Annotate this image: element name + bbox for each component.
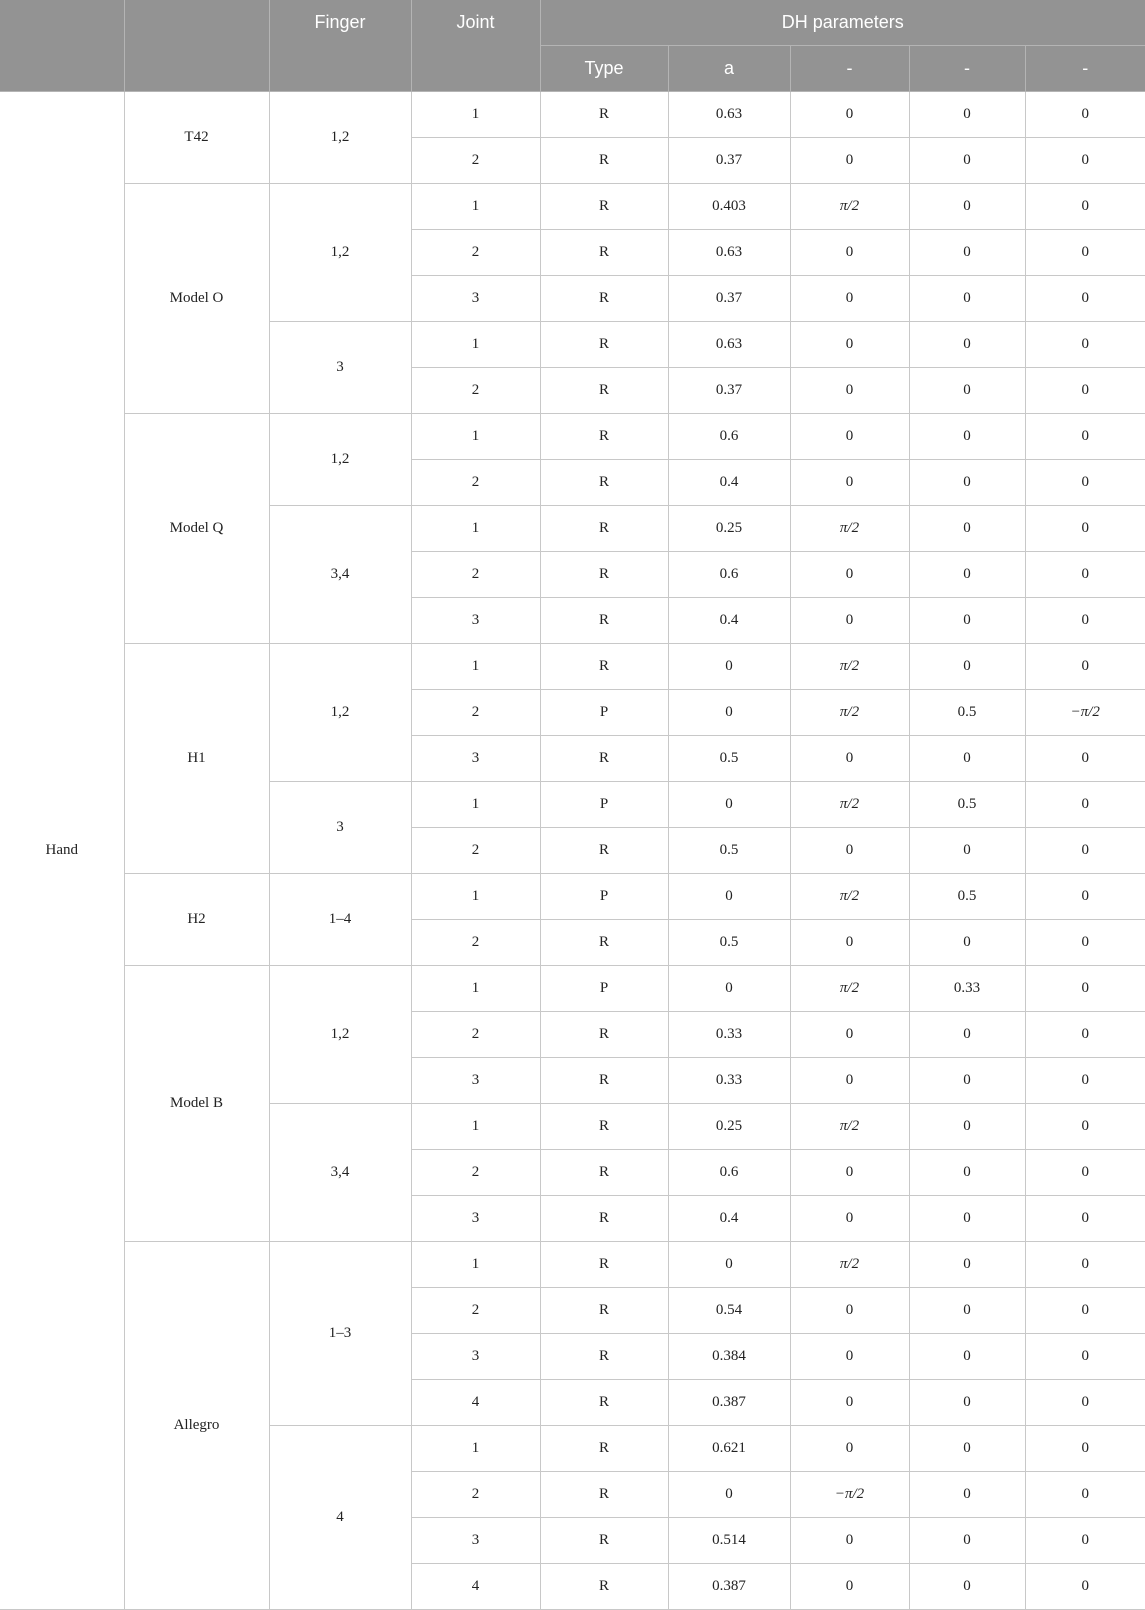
param-2-cell: 0 (790, 1334, 909, 1380)
param-2-cell: −π/2 (790, 1472, 909, 1518)
finger-cell: 3 (269, 782, 411, 874)
param-2-cell: 0 (790, 368, 909, 414)
param-4-cell: 0 (1025, 1472, 1145, 1518)
header-param-2: - (790, 46, 909, 92)
joint-cell: 1 (411, 1242, 540, 1288)
joint-cell: 2 (411, 368, 540, 414)
a-cell: 0.6 (668, 414, 790, 460)
hand-cell: Model O (124, 184, 269, 414)
a-cell: 0.621 (668, 1426, 790, 1472)
finger-cell: 1–3 (269, 1242, 411, 1426)
joint-cell: 2 (411, 920, 540, 966)
a-cell: 0.4 (668, 460, 790, 506)
param-3-cell: 0 (909, 1380, 1025, 1426)
param-4-cell: 0 (1025, 1518, 1145, 1564)
type-cell: R (540, 138, 668, 184)
param-4-cell: 0 (1025, 368, 1145, 414)
type-cell: R (540, 322, 668, 368)
param-4-cell: 0 (1025, 1196, 1145, 1242)
param-4-cell: 0 (1025, 1380, 1145, 1426)
param-3-cell: 0 (909, 1564, 1025, 1610)
param-4-cell: 0 (1025, 736, 1145, 782)
a-cell: 0 (668, 782, 790, 828)
a-cell: 0.384 (668, 1334, 790, 1380)
param-4-cell: 0 (1025, 966, 1145, 1012)
param-2-cell: π/2 (790, 874, 909, 920)
finger-cell: 4 (269, 1426, 411, 1610)
joint-cell: 1 (411, 184, 540, 230)
param-2-cell: 0 (790, 1426, 909, 1472)
finger-cell: 3,4 (269, 1104, 411, 1242)
joint-cell: 1 (411, 874, 540, 920)
finger-cell: 3 (269, 322, 411, 414)
param-3-cell: 0 (909, 920, 1025, 966)
joint-cell: 2 (411, 1012, 540, 1058)
param-2-cell: 0 (790, 598, 909, 644)
param-2-cell: 0 (790, 1012, 909, 1058)
type-cell: R (540, 1518, 668, 1564)
type-cell: R (540, 552, 668, 598)
joint-cell: 4 (411, 1380, 540, 1426)
param-3-cell: 0.5 (909, 782, 1025, 828)
joint-cell: 3 (411, 1196, 540, 1242)
header-group (0, 0, 124, 92)
param-4-cell: 0 (1025, 828, 1145, 874)
param-4-cell: 0 (1025, 552, 1145, 598)
type-cell: R (540, 1472, 668, 1518)
joint-cell: 3 (411, 736, 540, 782)
a-cell: 0 (668, 644, 790, 690)
param-2-cell: 0 (790, 920, 909, 966)
type-cell: R (540, 1104, 668, 1150)
param-2-cell: 0 (790, 1150, 909, 1196)
table-row (0, 966, 1145, 1012)
param-4-cell: 0 (1025, 92, 1145, 138)
a-cell: 0 (668, 1472, 790, 1518)
param-2-cell: 0 (790, 322, 909, 368)
param-3-cell: 0 (909, 1288, 1025, 1334)
param-4-cell: 0 (1025, 1334, 1145, 1380)
a-cell: 0.63 (668, 92, 790, 138)
finger-cell: 1,2 (269, 414, 411, 506)
param-3-cell: 0 (909, 1150, 1025, 1196)
param-2-cell: 0 (790, 1196, 909, 1242)
type-cell: R (540, 828, 668, 874)
param-3-cell: 0 (909, 1426, 1025, 1472)
joint-cell: 3 (411, 1058, 540, 1104)
hand-cell: Model Q (124, 414, 269, 644)
param-3-cell: 0 (909, 138, 1025, 184)
a-cell: 0.33 (668, 1058, 790, 1104)
param-4-cell: 0 (1025, 598, 1145, 644)
param-2-cell: 0 (790, 276, 909, 322)
type-cell: R (540, 736, 668, 782)
param-4-cell: 0 (1025, 414, 1145, 460)
type-cell: P (540, 966, 668, 1012)
joint-cell: 3 (411, 1334, 540, 1380)
a-cell: 0.63 (668, 322, 790, 368)
type-cell: R (540, 1242, 668, 1288)
param-2-cell: 0 (790, 1288, 909, 1334)
param-4-cell: 0 (1025, 1104, 1145, 1150)
param-4-cell: 0 (1025, 506, 1145, 552)
a-cell: 0.37 (668, 276, 790, 322)
param-3-cell: 0 (909, 736, 1025, 782)
param-4-cell: 0 (1025, 1564, 1145, 1610)
type-cell: P (540, 782, 668, 828)
a-cell: 0 (668, 874, 790, 920)
param-3-cell: 0 (909, 184, 1025, 230)
param-4-cell: 0 (1025, 1058, 1145, 1104)
header-hand (124, 0, 269, 92)
param-2-cell: 0 (790, 138, 909, 184)
joint-cell: 1 (411, 1104, 540, 1150)
a-cell: 0 (668, 966, 790, 1012)
a-cell: 0.6 (668, 552, 790, 598)
param-4-cell: 0 (1025, 920, 1145, 966)
param-2-cell: 0 (790, 1564, 909, 1610)
joint-cell: 2 (411, 1288, 540, 1334)
table-header (0, 0, 1145, 92)
param-3-cell: 0 (909, 92, 1025, 138)
param-4-cell: 0 (1025, 1242, 1145, 1288)
param-3-cell: 0.33 (909, 966, 1025, 1012)
param-2-cell: π/2 (790, 644, 909, 690)
type-cell: R (540, 644, 668, 690)
header-type: Type (540, 46, 668, 92)
type-cell: R (540, 1426, 668, 1472)
type-cell: R (540, 1058, 668, 1104)
header-finger: Finger (269, 0, 411, 92)
param-3-cell: 0 (909, 1334, 1025, 1380)
type-cell: R (540, 1150, 668, 1196)
a-cell: 0.403 (668, 184, 790, 230)
a-cell: 0 (668, 690, 790, 736)
param-2-cell: π/2 (790, 1104, 909, 1150)
a-cell: 0.25 (668, 506, 790, 552)
param-4-cell: 0 (1025, 874, 1145, 920)
param-4-cell: 0 (1025, 782, 1145, 828)
table-row (0, 644, 1145, 690)
finger-cell: 1,2 (269, 92, 411, 184)
param-3-cell: 0 (909, 276, 1025, 322)
type-cell: R (540, 1288, 668, 1334)
type-cell: R (540, 920, 668, 966)
joint-cell: 1 (411, 506, 540, 552)
param-2-cell: 0 (790, 736, 909, 782)
hand-cell: T42 (124, 92, 269, 184)
joint-cell: 4 (411, 1564, 540, 1610)
a-cell: 0.5 (668, 736, 790, 782)
a-cell: 0.5 (668, 828, 790, 874)
hand-cell: H1 (124, 644, 269, 874)
param-3-cell: 0 (909, 1196, 1025, 1242)
param-4-cell: 0 (1025, 1012, 1145, 1058)
joint-cell: 1 (411, 782, 540, 828)
param-2-cell: 0 (790, 230, 909, 276)
header-param-4: - (1025, 46, 1145, 92)
param-3-cell: 0 (909, 1472, 1025, 1518)
type-cell: R (540, 184, 668, 230)
type-cell: R (540, 506, 668, 552)
header-joint: Joint (411, 0, 540, 92)
table-row (0, 92, 1145, 138)
param-2-cell: 0 (790, 92, 909, 138)
joint-cell: 1 (411, 414, 540, 460)
param-3-cell: 0 (909, 1242, 1025, 1288)
param-3-cell: 0 (909, 230, 1025, 276)
param-4-cell: 0 (1025, 1288, 1145, 1334)
param-2-cell: π/2 (790, 506, 909, 552)
param-3-cell: 0 (909, 1518, 1025, 1564)
param-2-cell: 0 (790, 1380, 909, 1426)
param-2-cell: 0 (790, 460, 909, 506)
hand-cell: Model B (124, 966, 269, 1242)
param-4-cell: 0 (1025, 184, 1145, 230)
joint-cell: 3 (411, 276, 540, 322)
joint-cell: 2 (411, 828, 540, 874)
a-cell: 0.33 (668, 1012, 790, 1058)
joint-cell: 1 (411, 92, 540, 138)
param-2-cell: 0 (790, 414, 909, 460)
param-3-cell: 0 (909, 644, 1025, 690)
param-3-cell: 0 (909, 1012, 1025, 1058)
finger-cell: 1,2 (269, 966, 411, 1104)
param-4-cell: 0 (1025, 644, 1145, 690)
param-2-cell: 0 (790, 1058, 909, 1104)
param-4-cell: −π/2 (1025, 690, 1145, 736)
type-cell: R (540, 230, 668, 276)
type-cell: R (540, 1380, 668, 1426)
param-4-cell: 0 (1025, 322, 1145, 368)
joint-cell: 2 (411, 230, 540, 276)
joint-cell: 3 (411, 1518, 540, 1564)
hand-cell: Allegro (124, 1242, 269, 1610)
param-3-cell: 0 (909, 506, 1025, 552)
a-cell: 0 (668, 1242, 790, 1288)
table-row (0, 414, 1145, 460)
param-2-cell: π/2 (790, 782, 909, 828)
hand-cell: H2 (124, 874, 269, 966)
type-cell: R (540, 1012, 668, 1058)
table-row (0, 184, 1145, 230)
a-cell: 0.514 (668, 1518, 790, 1564)
finger-cell: 1,2 (269, 184, 411, 322)
header-param-3: - (909, 46, 1025, 92)
a-cell: 0.4 (668, 1196, 790, 1242)
param-3-cell: 0 (909, 322, 1025, 368)
param-4-cell: 0 (1025, 1426, 1145, 1472)
type-cell: R (540, 368, 668, 414)
joint-cell: 2 (411, 138, 540, 184)
param-3-cell: 0.5 (909, 874, 1025, 920)
param-3-cell: 0 (909, 414, 1025, 460)
a-cell: 0.63 (668, 230, 790, 276)
joint-cell: 2 (411, 690, 540, 736)
finger-cell: 3,4 (269, 506, 411, 644)
a-cell: 0.4 (668, 598, 790, 644)
a-cell: 0.387 (668, 1564, 790, 1610)
finger-cell: 1,2 (269, 644, 411, 782)
joint-cell: 1 (411, 1426, 540, 1472)
param-4-cell: 0 (1025, 460, 1145, 506)
joint-cell: 1 (411, 322, 540, 368)
param-2-cell: π/2 (790, 1242, 909, 1288)
joint-cell: 1 (411, 644, 540, 690)
a-cell: 0.5 (668, 920, 790, 966)
a-cell: 0.6 (668, 1150, 790, 1196)
param-2-cell: π/2 (790, 966, 909, 1012)
type-cell: R (540, 1564, 668, 1610)
table-row (0, 1242, 1145, 1288)
param-2-cell: π/2 (790, 690, 909, 736)
type-cell: P (540, 874, 668, 920)
joint-cell: 2 (411, 1150, 540, 1196)
type-cell: R (540, 276, 668, 322)
joint-cell: 3 (411, 598, 540, 644)
a-cell: 0.25 (668, 1104, 790, 1150)
param-3-cell: 0 (909, 1058, 1025, 1104)
a-cell: 0.37 (668, 138, 790, 184)
param-3-cell: 0 (909, 828, 1025, 874)
joint-cell: 2 (411, 1472, 540, 1518)
type-cell: R (540, 460, 668, 506)
param-4-cell: 0 (1025, 276, 1145, 322)
table-row (0, 874, 1145, 920)
param-2-cell: 0 (790, 1518, 909, 1564)
type-cell: R (540, 92, 668, 138)
param-4-cell: 0 (1025, 1150, 1145, 1196)
a-cell: 0.37 (668, 368, 790, 414)
finger-cell: 1–4 (269, 874, 411, 966)
joint-cell: 2 (411, 460, 540, 506)
param-2-cell: 0 (790, 828, 909, 874)
table-body (0, 92, 1145, 1610)
param-3-cell: 0 (909, 598, 1025, 644)
param-3-cell: 0 (909, 368, 1025, 414)
type-cell: P (540, 690, 668, 736)
a-cell: 0.54 (668, 1288, 790, 1334)
param-4-cell: 0 (1025, 230, 1145, 276)
type-cell: R (540, 598, 668, 644)
group-cell: Hand (0, 92, 124, 1610)
type-cell: R (540, 1334, 668, 1380)
param-3-cell: 0 (909, 460, 1025, 506)
header-a: a (668, 46, 790, 92)
param-3-cell: 0 (909, 1104, 1025, 1150)
param-2-cell: π/2 (790, 184, 909, 230)
param-2-cell: 0 (790, 552, 909, 598)
type-cell: R (540, 1196, 668, 1242)
joint-cell: 2 (411, 552, 540, 598)
type-cell: R (540, 414, 668, 460)
param-3-cell: 0.5 (909, 690, 1025, 736)
param-3-cell: 0 (909, 552, 1025, 598)
a-cell: 0.387 (668, 1380, 790, 1426)
param-4-cell: 0 (1025, 138, 1145, 184)
header-dh-parameters: DH parameters (540, 0, 1145, 46)
joint-cell: 1 (411, 966, 540, 1012)
